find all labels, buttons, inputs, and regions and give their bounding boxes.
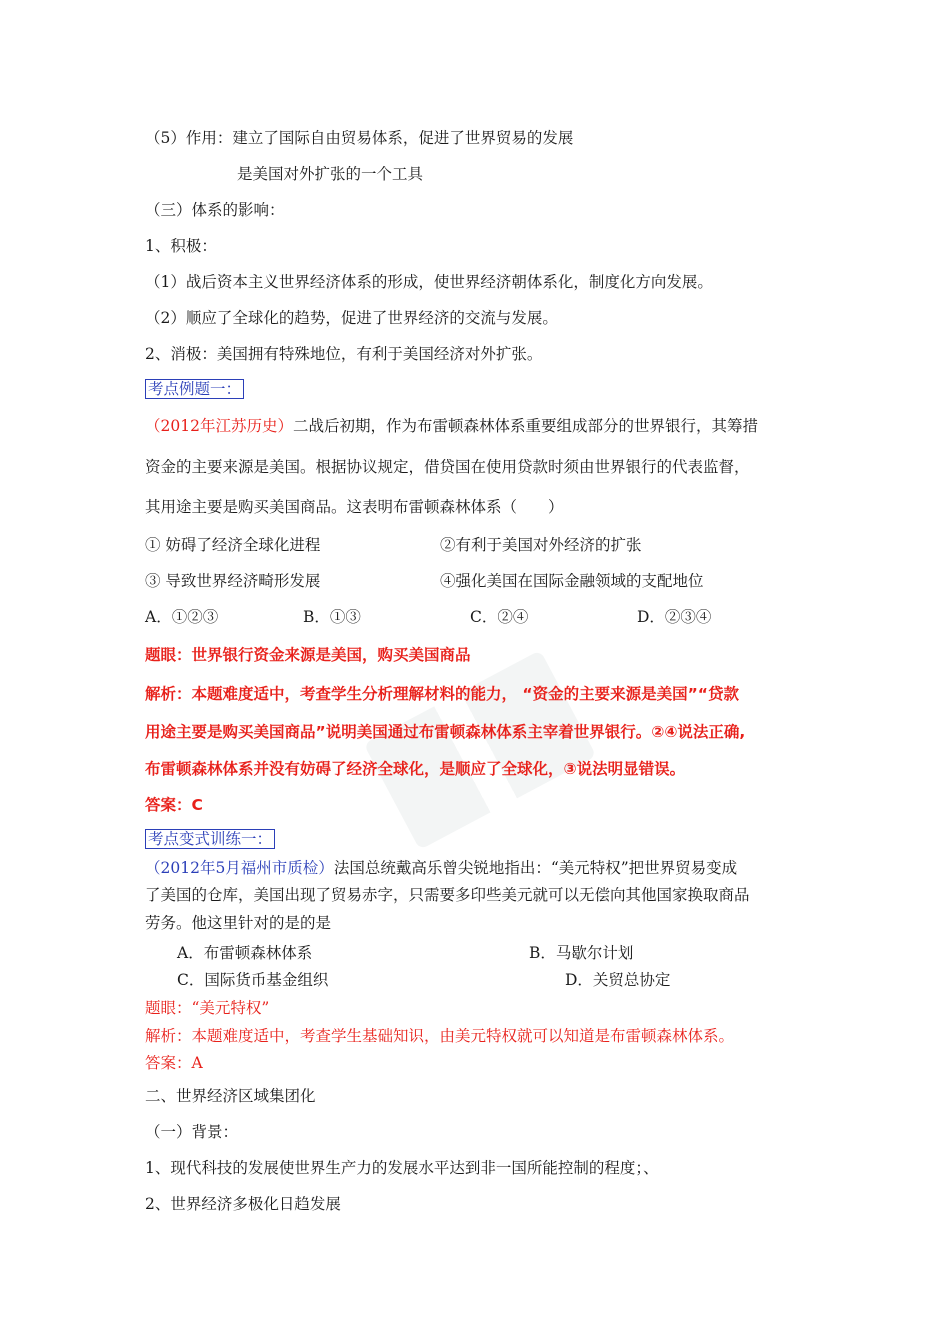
practice-choice-a: A．布雷顿森林体系 [177,944,313,962]
example-option-4: ④强化美国在国际金融领域的支配地位 [440,572,704,590]
faint-watermark [364,650,597,850]
example-choice-c: C．②④ [470,608,529,626]
practice-source: （2012年5月福州市质检） [145,859,334,877]
practice-tiyan: 题眼：“美元特权” [145,999,270,1017]
practice-choice-c: C．国际货币基金组织 [177,971,329,989]
effect-line-1: （5）作用：建立了国际自由贸易体系，促进了世界贸易的发展 [145,129,574,147]
example-choice-d: D．②③④ [637,608,712,626]
example-text-line-1 [145,416,758,436]
example-analysis-2: 用途主要是购买美国商品”说明美国通过布雷顿森林体系主宰着世界银行。②④说法正确, [145,723,746,741]
practice-text-line-1 [145,858,737,878]
example-answer: 答案：C [145,796,203,814]
regional-point-2: 2、世界经济多极化日趋发展 [145,1195,341,1213]
example-option-1: ① 妨碍了经济全球化进程 [145,536,321,554]
example-choice-a: A．①②③ [145,608,219,626]
example-option-2: ②有利于美国对外经济的扩张 [440,536,642,554]
negative-point: 2、消极：美国拥有特殊地位，有利于美国经济对外扩张。 [145,345,543,363]
practice-text-1: 法国总统戴高乐曾尖锐地指出：“美元特权”把世界贸易变成 [333,859,738,877]
example-text-3: 其用途主要是购买美国商品。这表明布雷顿森林体系（ ） [145,498,564,516]
example-text-2: 资金的主要来源是美国。根据协议规定，借贷国在使用贷款时须由世界银行的代表监督， [145,458,750,476]
practice-answer: 答案：A [145,1054,203,1072]
example-choice-b: B．①③ [303,608,361,626]
practice-label: 考点变式训练一： [145,829,275,849]
example-source: （2012年江苏历史） [145,417,293,435]
example-analysis-1: 解析：本题难度适中，考查学生分析理解材料的能力， “资金的主要来源是美国”“贷款 [145,685,739,703]
regional-heading: 二、世界经济区域集团化 [145,1087,316,1105]
practice-choice-b: B．马歇尔计划 [529,944,634,962]
example-analysis-3: 布雷顿森林体系并没有妨碍了经济全球化，是顺应了全球化，③说法明显错误。 [145,760,686,778]
example-label: 考点例题一： [145,379,244,399]
impact-heading: （三）体系的影响： [145,201,285,219]
practice-choice-d: D．关贸总协定 [565,971,671,989]
example-label-line [145,379,244,399]
example-option-3: ③ 导致世界经济畸形发展 [145,572,321,590]
practice-text-2: 了美国的仓库，美国出现了贸易赤字，只需要多印些美元就可以无偿向其他国家换取商品 [145,886,750,904]
practice-analysis: 解析：本题难度适中，考查学生基础知识，由美元特权就可以知道是布雷顿森林体系。 [145,1027,735,1045]
positive-point-1: （1）战后资本主义世界经济体系的形成，使世界经济朝体系化，制度化方向发展。 [145,273,713,291]
effect-line-2: 是美国对外扩张的一个工具 [237,165,424,183]
practice-label-line [145,829,275,849]
regional-point-1: 1、现代科技的发展使世界生产力的发展水平达到非一国所能控制的程度；、 [145,1159,659,1177]
example-tiyan: 题眼：世界银行资金来源是美国，购买美国商品 [145,646,471,664]
regional-sub-heading: （一）背景： [145,1123,239,1141]
example-text-1: 二战后初期，作为布雷顿森林体系重要组成部分的世界银行，其筹措 [292,417,758,435]
positive-point-2: （2）顺应了全球化的趋势，促进了世界经济的交流与发展。 [145,309,558,327]
positive-heading: 1、积极： [145,237,217,255]
practice-text-3: 劳务。他这里针对的是的是 [145,914,332,932]
